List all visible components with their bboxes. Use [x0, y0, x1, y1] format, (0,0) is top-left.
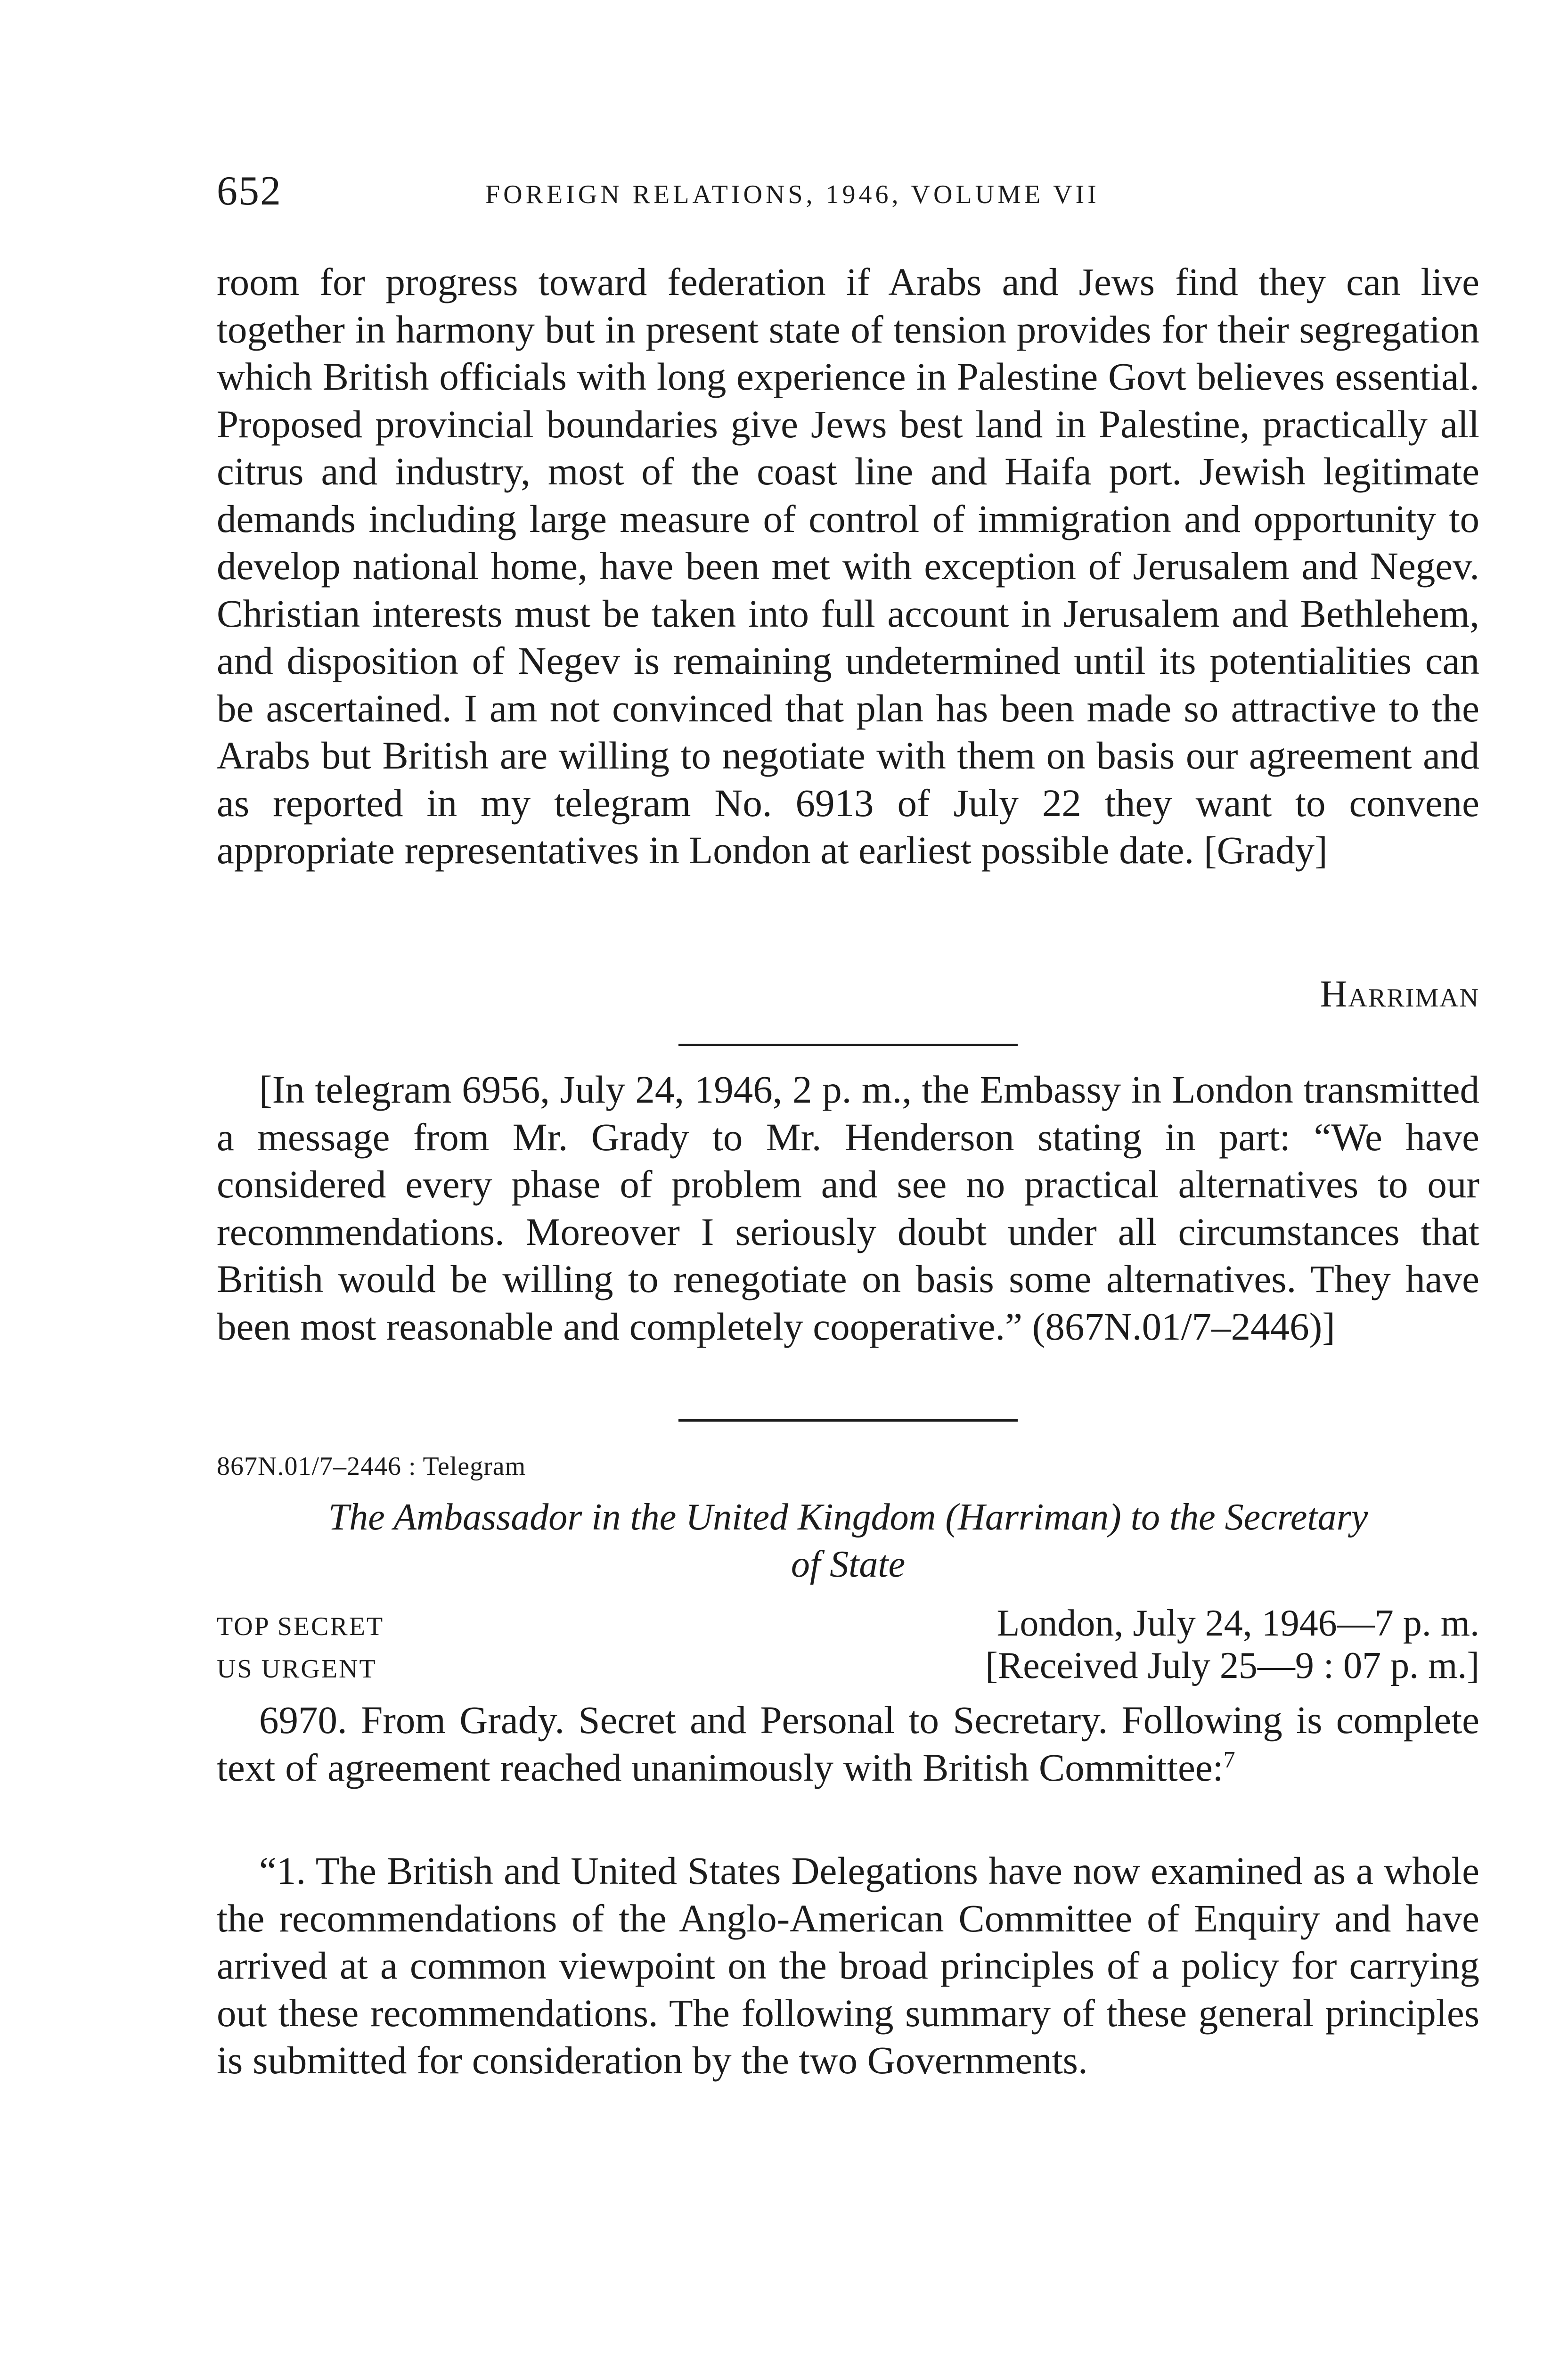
classification-us-urgent: US URGENT	[217, 1654, 377, 1684]
agreement-paragraph-1	[217, 1847, 1479, 2084]
opening-text: 6970. From Grady. Secret and Personal to Secretary. Following is complete text of agreement reached unanimously with British Committee:	[217, 1698, 1479, 1789]
telegram-opening	[217, 1696, 1479, 1791]
editorial-note-text: [In telegram 6956, July 24, 1946, 2 p. m., the Embassy in London transmitted a message from Mr. Grady to Mr. Henderson stating in part: “We have considered every phase of problem and see no practical alternatives to our recommendations. Moreover I seriously doubt under all circumstances that British would be willing to renegotiate on basis some alternatives. They have been most reasonable and completely cooperative.” (867N.01/7–2446)]	[217, 1068, 1479, 1348]
file-reference: 867N.01/7–2446 : Telegram	[217, 1452, 526, 1481]
footnote-reference: 7	[1223, 1746, 1235, 1772]
document-title	[217, 1494, 1479, 1588]
page-header	[217, 167, 1479, 224]
editorial-note	[217, 1066, 1479, 1350]
running-title: FOREIGN RELATIONS, 1946, VOLUME VII	[485, 180, 1100, 209]
place-date: London, July 24, 1946—7 p. m.	[996, 1603, 1479, 1644]
telegram-opening-text	[217, 1696, 1479, 1791]
section-divider	[678, 1044, 1018, 1046]
page-number: 652	[217, 168, 282, 214]
received-time: [Received July 25—9 : 07 p. m.]	[985, 1645, 1479, 1686]
agreement-paragraph-1-text: “1. The British and United States Delegations have now examined as a whole the recommendations of the Anglo-American Committee of Enquiry and have arrived at a common viewpoint on the broad principles of a policy for carrying out these recommendations. The following summary of these general principles is submitted for consideration by the two Governments.	[217, 1849, 1479, 2082]
section-divider	[678, 1419, 1018, 1422]
document-title-line1: The Ambassador in the United Kingdom (Harriman) to the Secretary	[328, 1497, 1368, 1538]
signature-harriman: Harriman	[1320, 973, 1479, 1015]
continuation-text: room for progress toward federation if Arabs and Jews find they can live together in harmony but in present state of tension provides for their segregation which British officials with long experience in Palestine Govt believes essential. Proposed provincial boundaries give Jews best land in Palestine, practically all citrus and industry, most of the coast line and Haifa port. Jewish legitimate demands including large measure of control of immigration and opportunity to develop national home, have been met with exception of Jerusalem and Negev. Christian interests must be taken into full account in Jerusalem and Bethlehem, and disposition of Negev is remaining undetermined until its potentialities can be ascertained. I am not convinced that plan has been made so attractive to the Arabs but British are willing to negotiate with them on basis our agreement and as reported in my telegram No. 6913 of July 22 they want to convene appropriate representatives in London at earliest possible date. [Grady]	[217, 260, 1479, 872]
continuation-paragraph	[217, 258, 1479, 874]
document-title-line2: of State	[791, 1544, 906, 1585]
classification-top-secret: TOP SECRET	[217, 1612, 384, 1641]
